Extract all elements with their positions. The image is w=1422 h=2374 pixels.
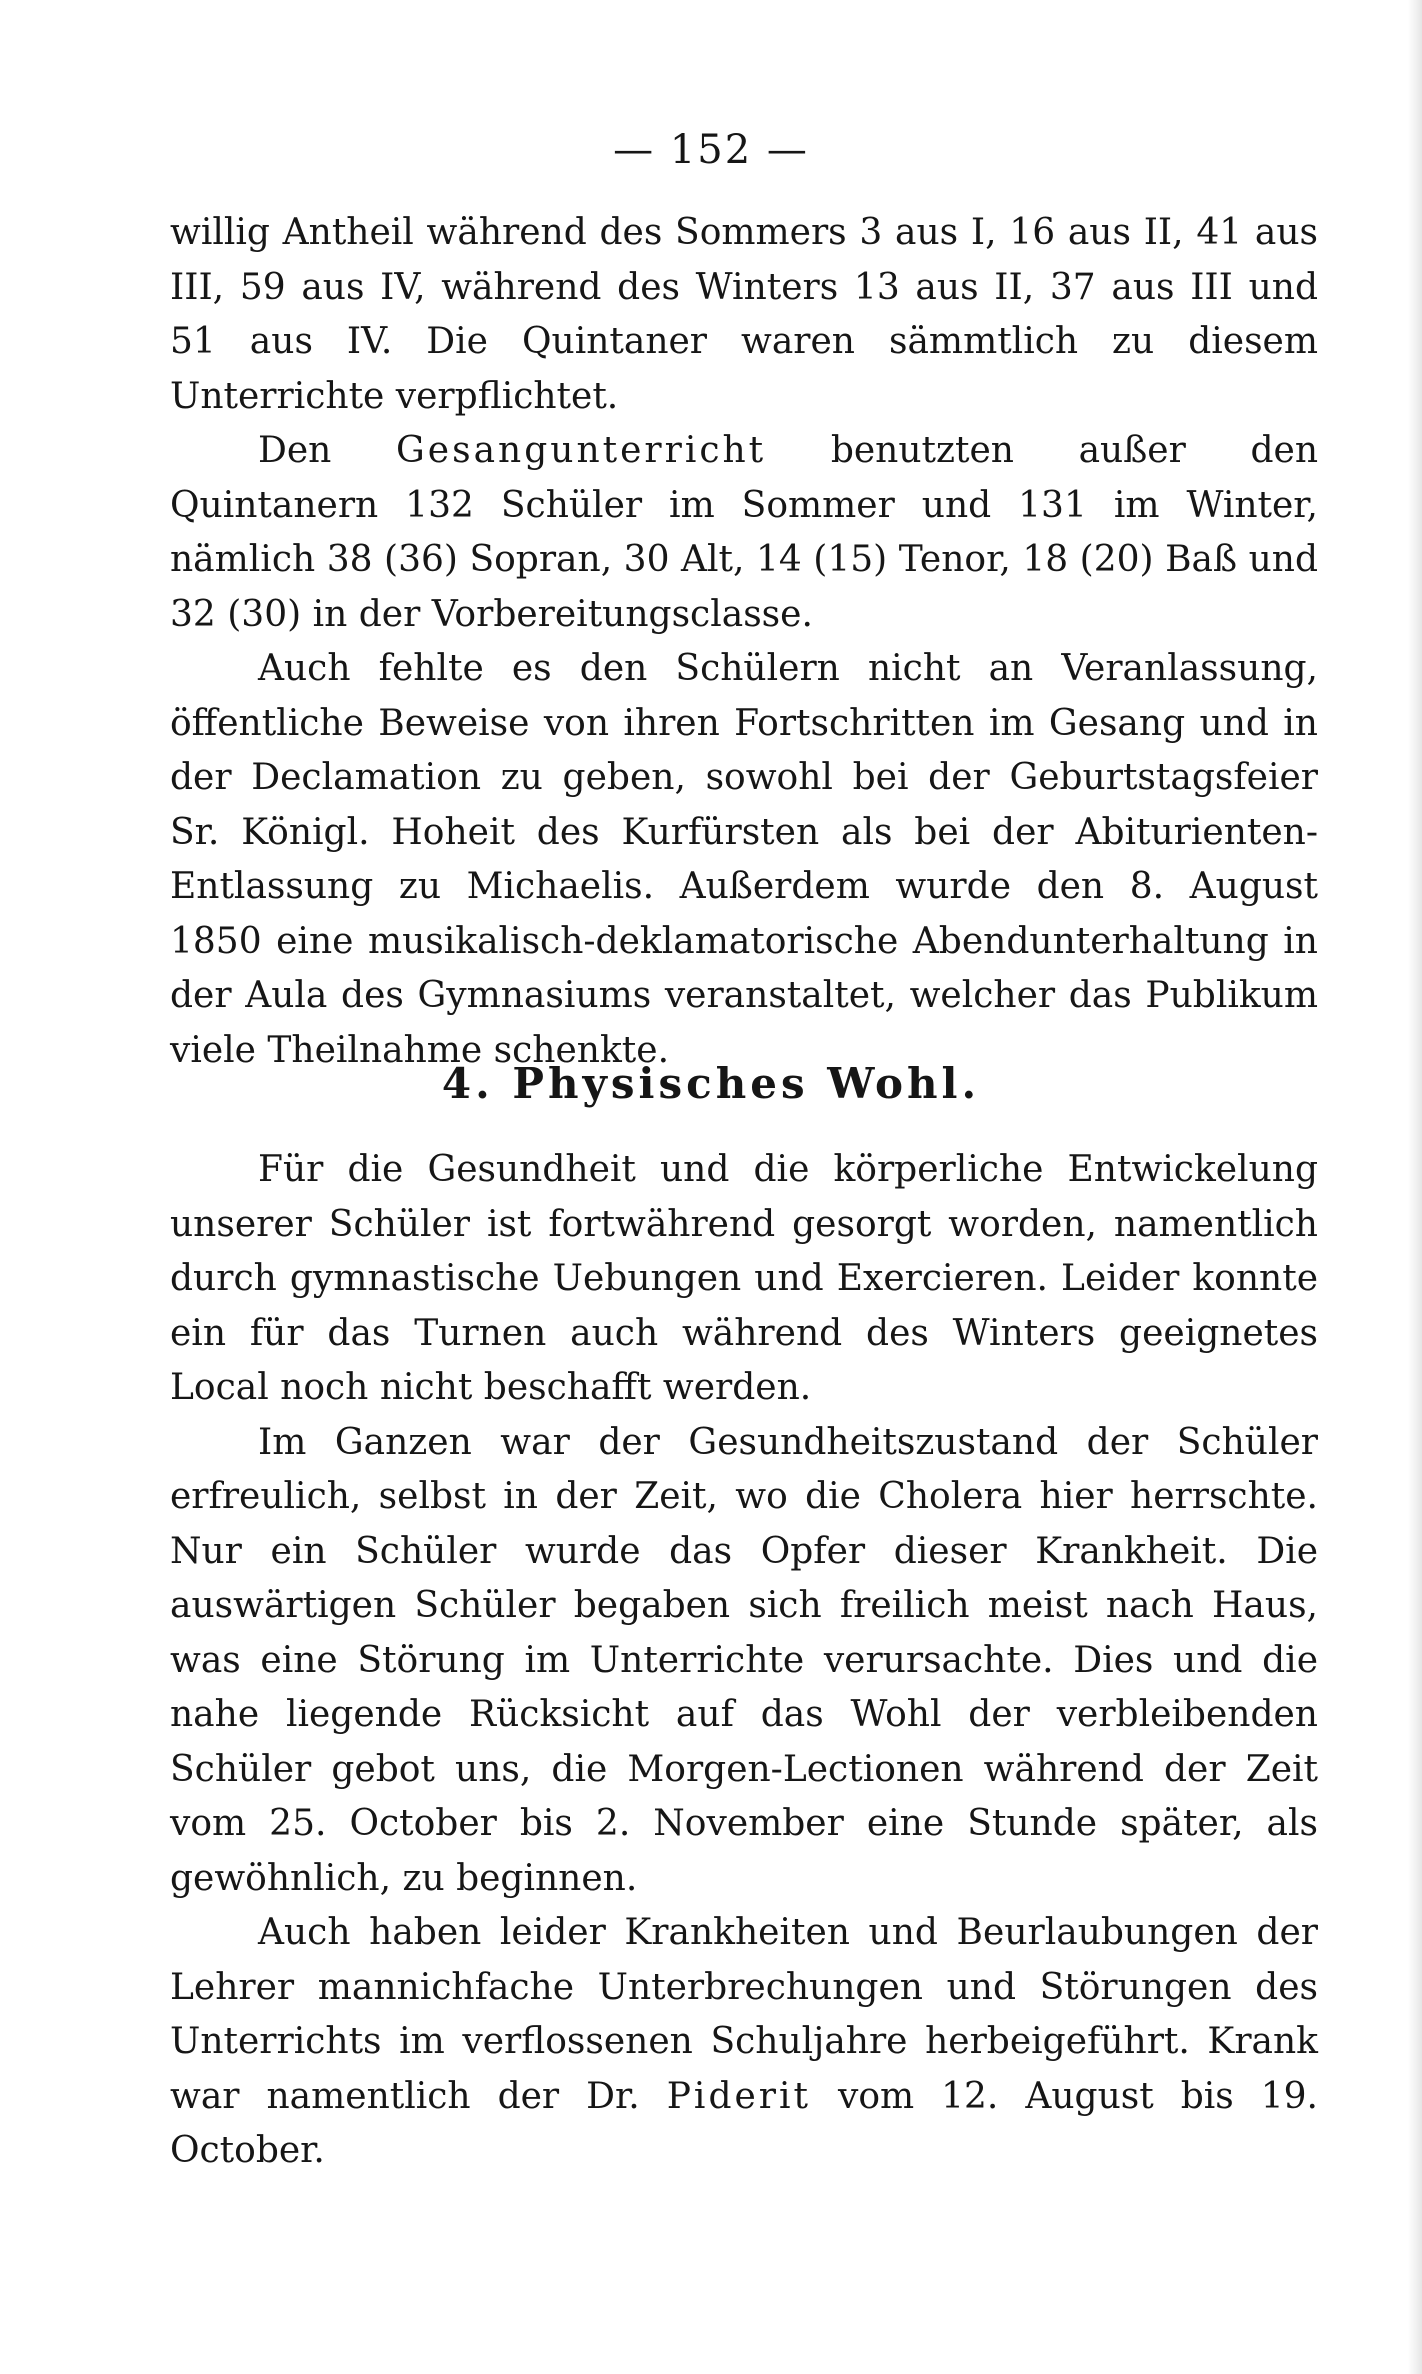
page-number: — 152 — xyxy=(613,127,809,173)
paragraph-continuation: willig Antheil während des Sommers 3 aus I, 16 aus II, 41 aus III, 59 aus IV, während des Winters 13 aus II, 37 aus III und 51 aus IV. Die Quintaner waren sämmtlich zu diesem Unterrichte verpflichtet. xyxy=(170,212,1318,417)
page-edge-shadow xyxy=(1408,0,1422,2374)
paragraph-tail: vom 12. August bis 19. October. xyxy=(170,2075,1318,2171)
emphasized-term-gesangunterricht: Gesangunterricht xyxy=(396,430,767,471)
paragraph-body: Auch haben leider Krankheiten und Beurlaubungen der Lehrer mannichfache Unterbrechungen und Störungen des Unterrichts im verflossenen Schuljahre herbeigeführt. Krank war namentlich der Dr. xyxy=(170,1912,1318,2117)
paragraph-cholera: Im Ganzen war der Gesundheitszustand der Schüler erfreulich, selbst in der Zeit, wo die Cholera hier herrschte. Nur ein Schüler wurde das Opfer dieser Krankheit. Die auswärtigen Schüler begaben sich freilich meist nach Haus, was eine Störung im Unterrichte verursachte. Dies und die nahe liegende Rücksicht auf das Wohl der verbleibenden Schüler gebot uns, die Morgen-Lectionen während der Zeit vom 25. October bis 2. November eine Stunde später, als gewöhnlich, zu beginnen. xyxy=(170,1421,1318,1899)
paragraph-gymnastics: Für die Gesundheit und die körperliche Entwickelung unserer Schüler ist fortwährend gesorgt worden, namentlich durch gymnastische Uebungen und Exercieren. Leider konnte ein für das Turnen auch während des Winters geeignetes Local noch nicht beschafft werden. xyxy=(170,1149,1318,1408)
paragraph-body: benutzten außer den Quintanern 132 Schüler im Sommer und 131 im Winter, nämlich 38 (36) Sopran, 30 Alt, 14 (15) Tenor, 18 (20) Baß und 32 (30) in der Vorbereitungsclasse. xyxy=(170,430,1318,635)
emphasized-name-piderit: Piderit xyxy=(666,2075,811,2117)
text-block-singing xyxy=(170,206,1318,1078)
paragraph-teacher-illness xyxy=(170,1906,1318,2179)
text-block-health xyxy=(170,1143,1318,2179)
paragraph-singing-lessons xyxy=(170,424,1318,642)
paragraph-lead-word: Den xyxy=(258,430,332,471)
section-heading-physisches-wohl: 4. Physisches Wohl. xyxy=(441,1059,981,1108)
paragraph-public-performances: Auch fehlte es den Schülern nicht an Veranlassung, öffentliche Beweise von ihren Fortschritten im Gesang und in der Declamation zu geben, sowohl bei der Geburtstagsfeier Sr. Königl. Hoheit des Kurfürsten als bei der Abiturienten-Entlassung zu Michaelis. Außerdem wurde den 8. August 1850 eine musikalisch-deklamatorische Abendunterhaltung in der Aula des Gymnasiums veranstaltet, welcher das Publikum viele Theilnahme schenkte. xyxy=(170,648,1318,1071)
